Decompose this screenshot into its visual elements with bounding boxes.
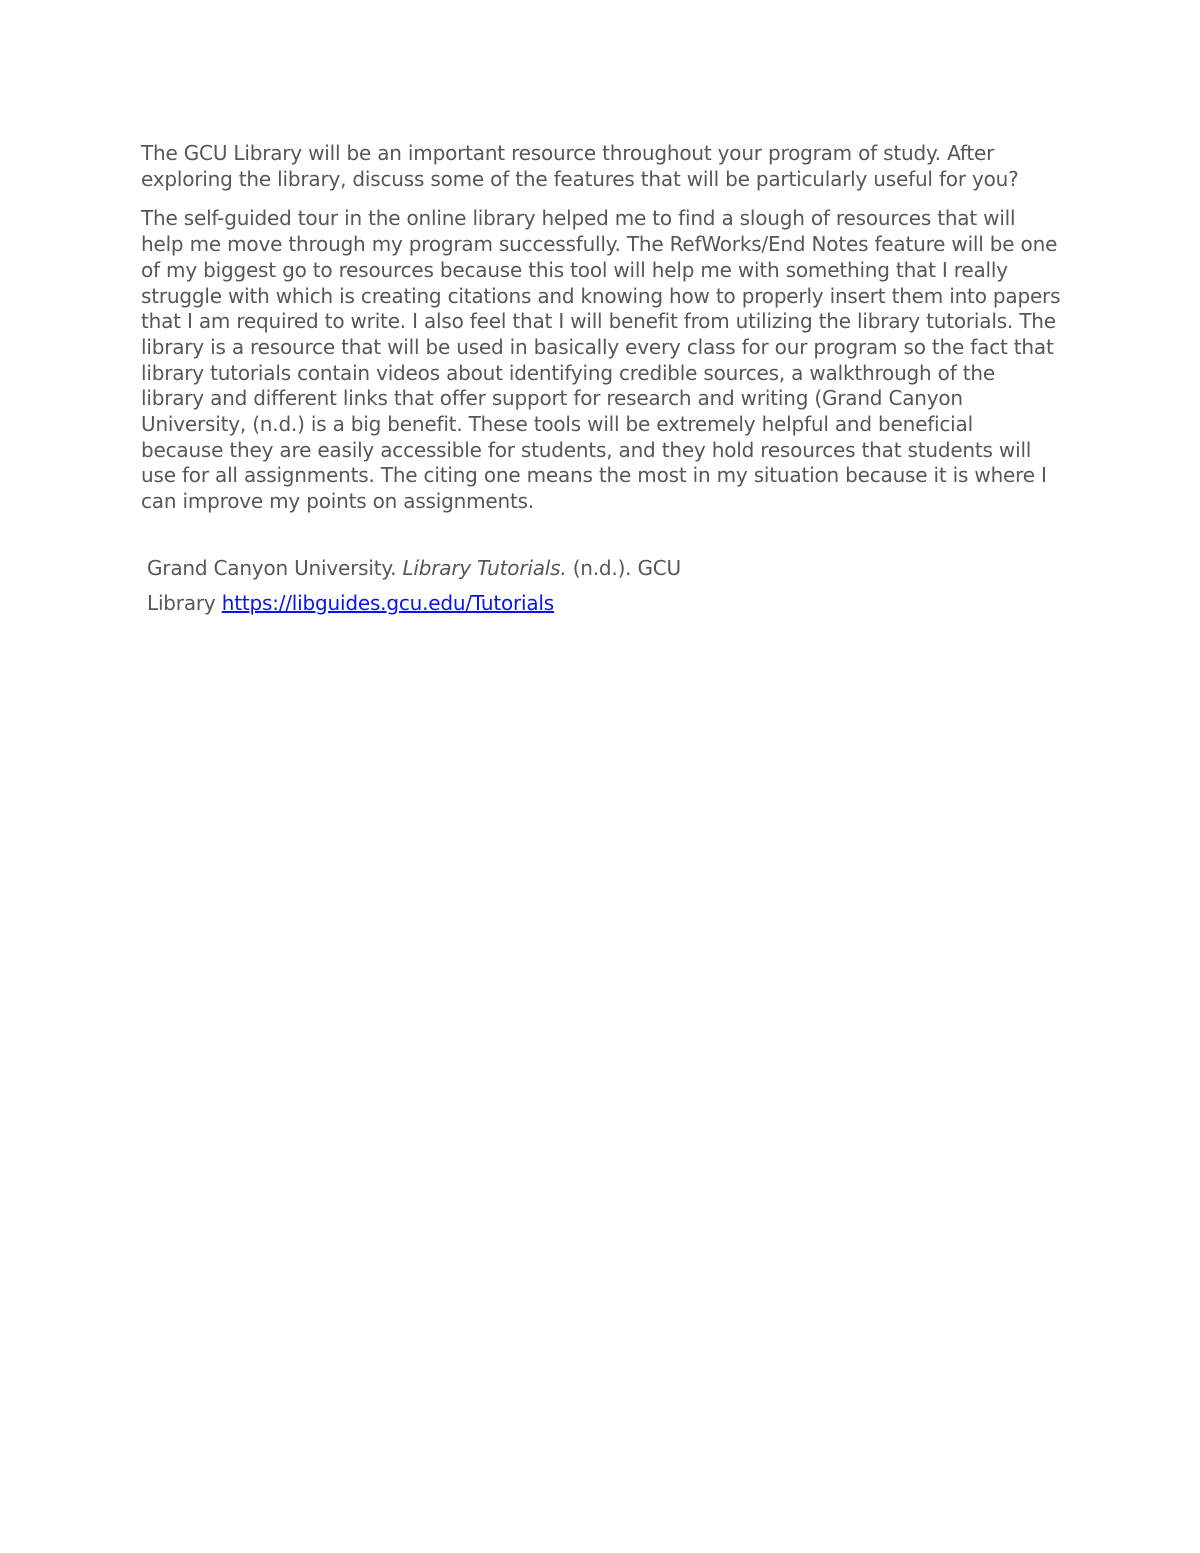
reference-url-link[interactable]: https://libguides.gcu.edu/Tutorials <box>221 590 555 615</box>
reference-author: Grand Canyon University. <box>147 555 397 580</box>
reference-entry <box>147 551 1061 621</box>
reference-publisher-cont: Library <box>147 590 216 615</box>
document-body <box>141 141 1061 621</box>
reference-title: Library Tutorials. <box>402 555 567 580</box>
reference-line-2 <box>147 586 1061 621</box>
reference-line-1 <box>147 551 1061 586</box>
discussion-question: The GCU Library will be an important resource throughout your program of study. After exploring the library, discuss some of the features that will be particularly useful for you? <box>141 141 1019 191</box>
reference-date-publisher: (n.d.). GCU <box>572 555 681 580</box>
discussion-answer: The self-guided tour in the online library helped me to find a slough of resources that will help me move through my program successfully. The RefWorks/End Notes feature will be one of my biggest go to resources because this tool will help me with something that I really struggle with which is creating citations and knowing how to properly insert them into papers that I am required to write. I also feel that I will benefit from utilizing the library tutorials. The library is a resource that will be used in basically every class for our program so the fact that library tutorials contain videos about identifying credible sources, a walkthrough of the library and different links that offer support for research and writing (Grand Canyon University, (n.d.) is a big benefit. These tools will be extremely helpful and beneficial because they are easily accessible for students, and they hold resources that students will use for all assignments. The citing one means the most in my situation because it is where I can improve my points on assignments. <box>141 206 1061 514</box>
